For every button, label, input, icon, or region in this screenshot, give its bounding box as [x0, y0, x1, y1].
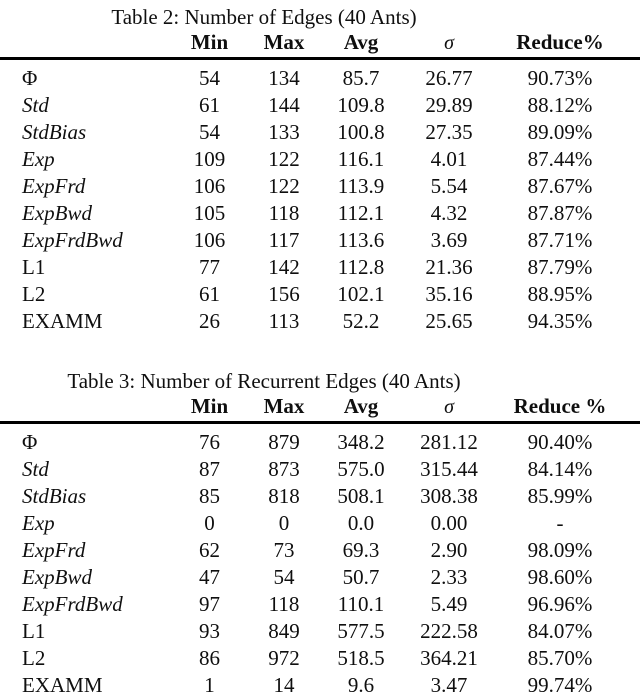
cell-value: 0 [172, 510, 247, 537]
row-label: Exp [0, 146, 172, 173]
table-2 [0, 30, 640, 335]
cell-value: 9.6 [321, 672, 401, 699]
table-row [0, 173, 640, 200]
row-label: ExpFrdBwd [0, 591, 172, 618]
cell-value: 87 [172, 456, 247, 483]
table-2-body [0, 59, 640, 336]
cell-value: 2.90 [401, 537, 497, 564]
cell-value: 14 [247, 672, 321, 699]
row-label: ExpFrd [0, 537, 172, 564]
table-2-header-row [0, 30, 640, 59]
cell-value: 76 [172, 423, 247, 457]
cell-value: 87.71% [497, 227, 640, 254]
table-row [0, 59, 640, 93]
cell-value: 61 [172, 281, 247, 308]
row-label: EXAMM [0, 308, 172, 335]
cell-value: 93 [172, 618, 247, 645]
header-avg: Avg [321, 394, 401, 423]
cell-value: 50.7 [321, 564, 401, 591]
table-2-section [0, 5, 640, 335]
cell-value: 84.07% [497, 618, 640, 645]
cell-value: 118 [247, 200, 321, 227]
row-label: Φ [0, 423, 172, 457]
cell-value: 88.12% [497, 92, 640, 119]
cell-value: 110.1 [321, 591, 401, 618]
cell-value: 2.33 [401, 564, 497, 591]
header-avg: Avg [321, 30, 401, 59]
row-label: ExpBwd [0, 200, 172, 227]
cell-value: 4.01 [401, 146, 497, 173]
cell-value: 1 [172, 672, 247, 699]
table-row [0, 672, 640, 699]
cell-value: 144 [247, 92, 321, 119]
table-row [0, 456, 640, 483]
cell-value: 62 [172, 537, 247, 564]
header-min: Min [172, 394, 247, 423]
cell-value: 134 [247, 59, 321, 93]
cell-value: 52.2 [321, 308, 401, 335]
row-label: L1 [0, 618, 172, 645]
row-label: ExpFrd [0, 173, 172, 200]
cell-value: 54 [172, 59, 247, 93]
header-min: Min [172, 30, 247, 59]
header-reduce: Reduce % [497, 394, 640, 423]
cell-value: 106 [172, 227, 247, 254]
cell-value: 54 [247, 564, 321, 591]
header-reduce: Reduce% [497, 30, 640, 59]
cell-value: 87.87% [497, 200, 640, 227]
cell-value: 122 [247, 173, 321, 200]
cell-value: 113 [247, 308, 321, 335]
cell-value: 85.70% [497, 645, 640, 672]
header-empty-cell [0, 394, 172, 423]
cell-value: 849 [247, 618, 321, 645]
table-row [0, 645, 640, 672]
header-sigma: σ [401, 30, 497, 59]
table-row [0, 591, 640, 618]
cell-value: 90.40% [497, 423, 640, 457]
table-row [0, 281, 640, 308]
header-max: Max [247, 30, 321, 59]
row-label: L1 [0, 254, 172, 281]
cell-value: 105 [172, 200, 247, 227]
cell-value: 106 [172, 173, 247, 200]
table-row [0, 483, 640, 510]
cell-value: 156 [247, 281, 321, 308]
table-row [0, 618, 640, 645]
table-3-caption: Table 3: Number of Recurrent Edges (40 Ants) [0, 369, 640, 394]
cell-value: 77 [172, 254, 247, 281]
cell-value: 972 [247, 645, 321, 672]
cell-value: 3.47 [401, 672, 497, 699]
cell-value: 113.6 [321, 227, 401, 254]
cell-value: 508.1 [321, 483, 401, 510]
table-row [0, 423, 640, 457]
cell-value: 100.8 [321, 119, 401, 146]
cell-value: 4.32 [401, 200, 497, 227]
cell-value: 142 [247, 254, 321, 281]
cell-value: 87.44% [497, 146, 640, 173]
table-3-header-row [0, 394, 640, 423]
cell-value: 308.38 [401, 483, 497, 510]
row-label: StdBias [0, 483, 172, 510]
cell-value: 54 [172, 119, 247, 146]
cell-value: 879 [247, 423, 321, 457]
cell-value: 112.8 [321, 254, 401, 281]
cell-value: 29.89 [401, 92, 497, 119]
row-label: ExpBwd [0, 564, 172, 591]
paper-page [0, 5, 640, 699]
cell-value: 26 [172, 308, 247, 335]
cell-value: 0 [247, 510, 321, 537]
cell-value: 133 [247, 119, 321, 146]
cell-value: 109 [172, 146, 247, 173]
cell-value: 118 [247, 591, 321, 618]
cell-value: 85.7 [321, 59, 401, 93]
cell-value: 98.60% [497, 564, 640, 591]
cell-value: 112.1 [321, 200, 401, 227]
cell-value: 0.00 [401, 510, 497, 537]
table-row [0, 92, 640, 119]
cell-value: 27.35 [401, 119, 497, 146]
cell-value: 575.0 [321, 456, 401, 483]
row-label: Φ [0, 59, 172, 93]
row-label: Std [0, 92, 172, 119]
table-row [0, 146, 640, 173]
cell-value: 84.14% [497, 456, 640, 483]
cell-value: 873 [247, 456, 321, 483]
cell-value: 348.2 [321, 423, 401, 457]
cell-value: 96.96% [497, 591, 640, 618]
cell-value: 364.21 [401, 645, 497, 672]
cell-value: 122 [247, 146, 321, 173]
cell-value: 26.77 [401, 59, 497, 93]
cell-value: 35.16 [401, 281, 497, 308]
cell-value: 97 [172, 591, 247, 618]
table-row [0, 308, 640, 335]
table-row [0, 510, 640, 537]
cell-value: 117 [247, 227, 321, 254]
cell-value: 85.99% [497, 483, 640, 510]
table-row [0, 119, 640, 146]
row-label: L2 [0, 645, 172, 672]
cell-value: 69.3 [321, 537, 401, 564]
cell-value: 5.54 [401, 173, 497, 200]
cell-value: 87.67% [497, 173, 640, 200]
table-row [0, 200, 640, 227]
header-sigma: σ [401, 394, 497, 423]
cell-value: 5.49 [401, 591, 497, 618]
row-label: Std [0, 456, 172, 483]
cell-value: 518.5 [321, 645, 401, 672]
table-row [0, 564, 640, 591]
cell-value: 281.12 [401, 423, 497, 457]
cell-value: 222.58 [401, 618, 497, 645]
cell-value: 85 [172, 483, 247, 510]
cell-value: 116.1 [321, 146, 401, 173]
cell-value: 73 [247, 537, 321, 564]
cell-value: 113.9 [321, 173, 401, 200]
table-3-section [0, 369, 640, 699]
table-2-caption: Table 2: Number of Edges (40 Ants) [0, 5, 640, 30]
row-label: EXAMM [0, 672, 172, 699]
cell-value: - [497, 510, 640, 537]
cell-value: 315.44 [401, 456, 497, 483]
cell-value: 577.5 [321, 618, 401, 645]
row-label: StdBias [0, 119, 172, 146]
cell-value: 102.1 [321, 281, 401, 308]
cell-value: 0.0 [321, 510, 401, 537]
cell-value: 94.35% [497, 308, 640, 335]
table-row [0, 227, 640, 254]
cell-value: 90.73% [497, 59, 640, 93]
cell-value: 86 [172, 645, 247, 672]
cell-value: 21.36 [401, 254, 497, 281]
cell-value: 25.65 [401, 308, 497, 335]
cell-value: 89.09% [497, 119, 640, 146]
table-3-body [0, 423, 640, 699]
header-max: Max [247, 394, 321, 423]
table-row [0, 537, 640, 564]
cell-value: 99.74% [497, 672, 640, 699]
cell-value: 98.09% [497, 537, 640, 564]
row-label: L2 [0, 281, 172, 308]
cell-value: 87.79% [497, 254, 640, 281]
cell-value: 88.95% [497, 281, 640, 308]
row-label: ExpFrdBwd [0, 227, 172, 254]
cell-value: 109.8 [321, 92, 401, 119]
cell-value: 61 [172, 92, 247, 119]
table-3 [0, 394, 640, 699]
table-row [0, 254, 640, 281]
row-label: Exp [0, 510, 172, 537]
header-empty-cell [0, 30, 172, 59]
cell-value: 818 [247, 483, 321, 510]
cell-value: 47 [172, 564, 247, 591]
cell-value: 3.69 [401, 227, 497, 254]
